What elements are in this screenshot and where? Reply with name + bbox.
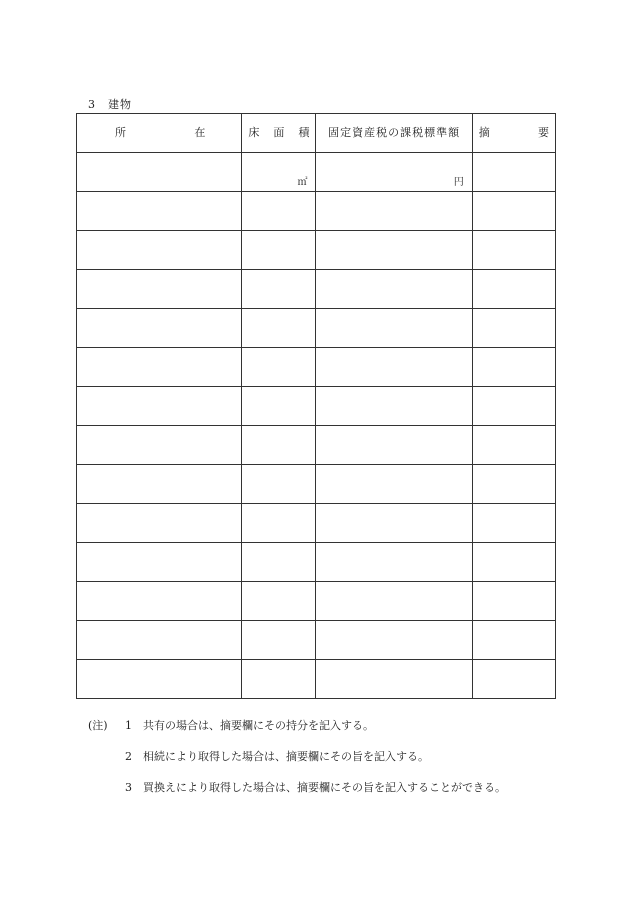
header-floor-area-char: 面 [273,126,285,139]
cell-location[interactable] [77,660,242,699]
table-row [77,426,556,465]
table-row [77,582,556,621]
cell-floor-area[interactable] [242,621,316,660]
cell-floor-area[interactable] [242,660,316,699]
cell-tax-value[interactable] [316,621,472,660]
cell-remarks[interactable] [472,348,555,387]
cell-floor-area[interactable] [242,231,316,270]
header-floor-area-char: 積 [298,126,310,139]
cell-remarks[interactable] [472,621,555,660]
cell-tax-value[interactable] [316,309,472,348]
cell-location[interactable] [77,465,242,504]
cell-remarks[interactable] [472,465,555,504]
cell-remarks[interactable] [472,270,555,309]
cell-tax-value[interactable] [316,426,472,465]
cell-floor-area[interactable] [242,543,316,582]
cell-tax-value[interactable] [316,153,472,192]
cell-location[interactable] [77,153,242,192]
cell-location[interactable] [77,231,242,270]
cell-floor-area[interactable] [242,153,316,192]
cell-tax-value[interactable] [316,660,472,699]
header-remarks-char: 摘 [478,126,490,139]
table-row [77,504,556,543]
header-location [77,114,242,153]
cell-floor-area[interactable] [242,426,316,465]
cell-location[interactable] [77,504,242,543]
notes-prefix: (注) [88,719,108,732]
cell-tax-value[interactable] [316,231,472,270]
table-row [77,660,556,699]
note-item [88,718,506,734]
unit-square-meter: ㎡ [297,176,308,188]
cell-remarks[interactable] [472,387,555,426]
table-row [77,621,556,660]
cell-floor-area[interactable] [242,309,316,348]
cell-tax-value[interactable] [316,504,472,543]
cell-remarks[interactable] [472,153,555,192]
cell-location[interactable] [77,621,242,660]
table-row [77,348,556,387]
table-row [77,543,556,582]
cell-remarks[interactable] [472,426,555,465]
cell-floor-area[interactable] [242,348,316,387]
table-header-row [77,114,556,153]
table-row [77,192,556,231]
cell-location[interactable] [77,543,242,582]
note-item [88,749,506,765]
cell-remarks[interactable] [472,582,555,621]
cell-remarks[interactable] [472,504,555,543]
cell-floor-area[interactable] [242,270,316,309]
table-row [77,465,556,504]
header-tax-value [316,114,472,153]
cell-location[interactable] [77,348,242,387]
cell-remarks[interactable] [472,660,555,699]
cell-floor-area[interactable] [242,465,316,504]
cell-location[interactable] [77,582,242,621]
cell-remarks[interactable] [472,192,555,231]
note-number: 3 [125,781,132,794]
header-remarks-char: 要 [538,126,549,139]
cell-floor-area[interactable] [242,192,316,231]
cell-remarks[interactable] [472,309,555,348]
notes-section [88,718,506,811]
cell-tax-value[interactable] [316,582,472,621]
cell-floor-area[interactable] [242,582,316,621]
table-row [77,309,556,348]
building-table [76,113,556,699]
cell-location[interactable] [77,387,242,426]
section-title: 3 建物 [88,98,132,111]
unit-yen: 円 [453,176,464,188]
cell-tax-value[interactable] [316,192,472,231]
cell-remarks[interactable] [472,231,555,270]
cell-tax-value[interactable] [316,465,472,504]
cell-location[interactable] [77,309,242,348]
header-floor-area-char: 床 [248,126,260,139]
table-row [77,231,556,270]
table-row [77,387,556,426]
note-text: 買換えにより取得した場合は、摘要欄にその旨を記入することができる。 [143,781,506,794]
cell-tax-value[interactable] [316,348,472,387]
cell-location[interactable] [77,426,242,465]
note-text: 共有の場合は、摘要欄にその持分を記入する。 [143,719,374,732]
note-number: 1 [125,719,132,732]
table-row [77,153,556,192]
cell-location[interactable] [77,270,242,309]
note-text: 相続により取得した場合は、摘要欄にその旨を記入する。 [143,750,429,763]
cell-remarks[interactable] [472,543,555,582]
cell-tax-value[interactable] [316,543,472,582]
header-floor-area [242,114,316,153]
cell-location[interactable] [77,192,242,231]
cell-floor-area[interactable] [242,504,316,543]
header-location-char: 在 [194,126,206,139]
note-item [88,780,506,796]
header-remarks [472,114,555,153]
table-row [77,270,556,309]
header-location-char: 所 [115,126,126,139]
cell-floor-area[interactable] [242,387,316,426]
cell-tax-value[interactable] [316,270,472,309]
header-tax-value-label: 固定資産税の課税標準額 [328,126,461,139]
note-number: 2 [125,750,132,763]
cell-tax-value[interactable] [316,387,472,426]
